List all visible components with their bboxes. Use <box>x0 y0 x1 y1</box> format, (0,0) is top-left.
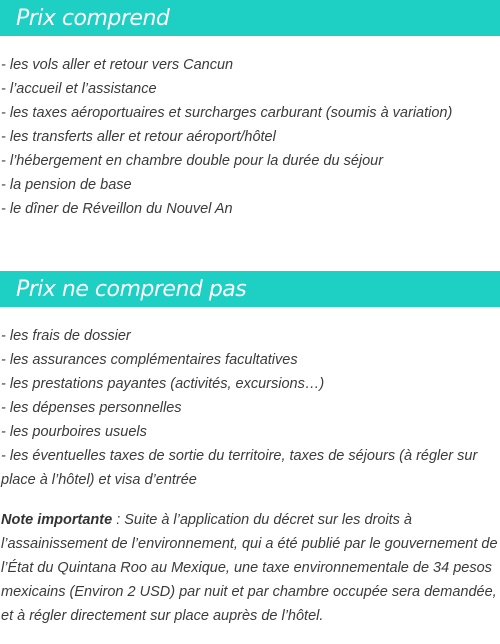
important-note <box>1 508 500 628</box>
list-item: - la pension de base <box>1 177 132 193</box>
list-item: - les dépenses personnelles <box>1 400 182 416</box>
note-label: Note importante <box>1 512 113 528</box>
list-item: - l’accueil et l’assistance <box>1 81 157 97</box>
list-item: - les vols aller et retour vers Cancun <box>1 57 234 73</box>
list-item: - les frais de dossier <box>1 328 131 344</box>
note-text: : Suite à l’application du décret sur les droits à l’assainissement de l’environnement, qui a été publié par le gouvernement de l’État du Quintana Roo au Mexique, une taxe environnementale de 34 pesos mexicains (Environ 2 USD) par nuit et par chambre occupée sera demandée, et à régler directement sur place auprès de l’hôtel. <box>1 512 498 624</box>
list-item: - les taxes aéroportuaires et surcharges carburant (soumis à variation) <box>1 105 453 121</box>
included-section-title: Prix comprend <box>16 5 170 31</box>
excluded-items-list <box>0 324 500 492</box>
excluded-section-banner <box>0 271 500 307</box>
list-item: - le dîner de Réveillon du Nouvel An <box>1 201 233 217</box>
excluded-section-title: Prix ne comprend pas <box>16 276 247 302</box>
included-items-list <box>0 53 500 221</box>
list-item: - les pourboires usuels <box>1 424 147 440</box>
list-item: - l’hébergement en chambre double pour la durée du séjour <box>1 153 384 169</box>
list-item: - les éventuelles taxes de sortie du territoire, taxes de séjours (à régler sur place à l’hôtel) et visa d’entrée <box>1 448 478 488</box>
list-item: - les transferts aller et retour aéroport/hôtel <box>1 129 276 145</box>
included-section-banner <box>0 0 500 36</box>
list-item: - les assurances complémentaires facultatives <box>1 352 298 368</box>
list-item: - les prestations payantes (activités, excursions…) <box>1 376 325 392</box>
